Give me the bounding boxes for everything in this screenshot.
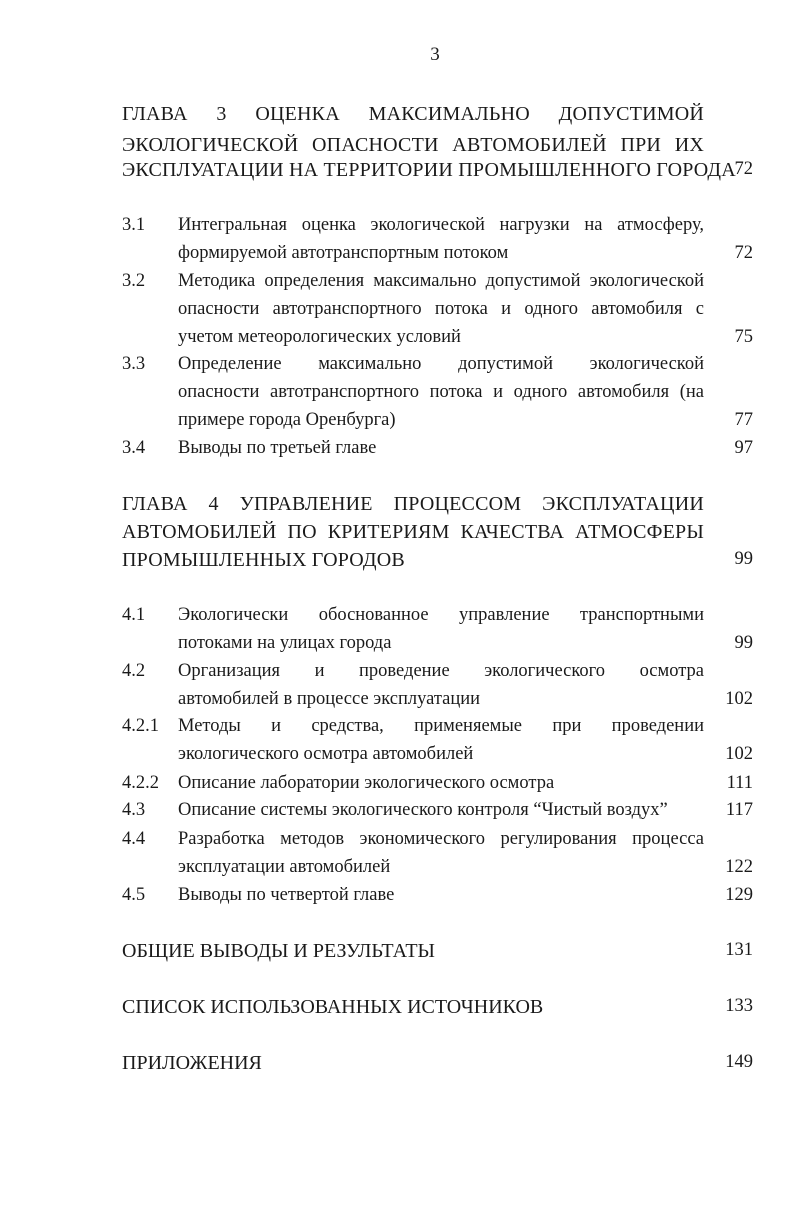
toc-entry-text: Описание системы экологического контроля “Чистый воздух” [178, 800, 668, 820]
toc-entry-number: 3.2 [122, 271, 146, 291]
toc-entry-page: 72 [734, 243, 753, 263]
toc-entry-number: 4.1 [122, 605, 146, 625]
chapter-3-title-line: ГЛАВА 3 ОЦЕНКА МАКСИМАЛЬНО ДОПУСТИМОЙ [122, 103, 704, 125]
toc-entry-text: Выводы по третьей главе [178, 438, 377, 458]
section-title: СПИСОК ИСПОЛЬЗОВАННЫХ ИСТОЧНИКОВ [122, 996, 544, 1018]
toc-entry-page: 117 [725, 800, 753, 820]
toc-entry-text: Выводы по четвертой главе [178, 885, 395, 905]
page-number: 3 [430, 44, 440, 65]
toc-entry-text: Определение максимально допустимой экологической [178, 354, 704, 374]
toc-entry-text: примере города Оренбурга) [178, 410, 396, 430]
toc-entry-text: Разработка методов экономического регулирования процесса [178, 829, 704, 849]
toc-entry-number: 4.3 [122, 800, 146, 820]
toc-entry-number: 4.2.1 [122, 716, 159, 736]
toc-entry-text: экологического осмотра автомобилей [178, 744, 474, 764]
section-page: 131 [725, 940, 753, 960]
toc-entry-text: опасности автотранспортного потока и одного автомобиля (на [178, 382, 704, 402]
section-page: 133 [725, 996, 753, 1016]
toc-entry-text: Организация и проведение экологического осмотра [178, 661, 704, 681]
toc-entry-page: 102 [725, 744, 753, 764]
toc-entry-text: Методика определения максимально допустимой экологической [178, 271, 704, 291]
toc-entry-number: 3.1 [122, 215, 146, 235]
toc-entry-page: 97 [734, 438, 753, 458]
section-page: 149 [725, 1052, 753, 1072]
toc-entry-page: 77 [734, 410, 753, 430]
toc-entry-text: эксплуатации автомобилей [178, 857, 391, 877]
toc-entry-page: 75 [734, 327, 753, 347]
toc-entry-text: потоками на улицах города [178, 633, 392, 653]
section-title: ПРИЛОЖЕНИЯ [122, 1052, 262, 1074]
chapter-3-page: 72 [734, 159, 753, 179]
toc-entry-page: 122 [725, 857, 753, 877]
toc-entry-page: 129 [725, 885, 753, 905]
chapter-3-title-line: ЭКОЛОГИЧЕСКОЙ ОПАСНОСТИ АВТОМОБИЛЕЙ ПРИ ИХ [122, 134, 704, 156]
toc-entry-number: 4.5 [122, 885, 146, 905]
toc-entry-page: 102 [725, 689, 753, 709]
toc-entry-text: Интегральная оценка экологической нагрузки на атмосферу, [178, 215, 704, 235]
chapter-4-title-line: АВТОМОБИЛЕЙ ПО КРИТЕРИЯМ КАЧЕСТВА АТМОСФЕРЫ [122, 521, 704, 543]
toc-entry-text: Описание лаборатории экологического осмотра [178, 773, 555, 793]
chapter-4-title-line: ПРОМЫШЛЕННЫХ ГОРОДОВ [122, 549, 405, 571]
toc-entry-number: 3.4 [122, 438, 146, 458]
section-title: ОБЩИЕ ВЫВОДЫ И РЕЗУЛЬТАТЫ [122, 940, 435, 962]
toc-entry-page: 111 [726, 773, 753, 793]
toc-entry-text: автомобилей в процессе эксплуатации [178, 689, 481, 709]
toc-entry-text: учетом метеорологических условий [178, 327, 461, 347]
chapter-4-page: 99 [734, 549, 753, 569]
toc-entry-page: 99 [734, 633, 753, 653]
toc-entry-text: формируемой автотранспортным потоком [178, 243, 509, 263]
toc-entry-text: Методы и средства, применяемые при проведении [178, 716, 704, 736]
toc-entry-text: Экологически обоснованное управление транспортными [178, 605, 704, 625]
toc-entry-text: опасности автотранспортного потока и одного автомобиля с [178, 299, 704, 319]
toc-entry-number: 3.3 [122, 354, 146, 374]
chapter-3-title-line: ЭКСПЛУАТАЦИИ НА ТЕРРИТОРИИ ПРОМЫШЛЕННОГО ГОРОДА [122, 159, 736, 181]
chapter-4-title-line: ГЛАВА 4 УПРАВЛЕНИЕ ПРОЦЕССОМ ЭКСПЛУАТАЦИИ [122, 493, 704, 515]
toc-entry-number: 4.2.2 [122, 773, 159, 793]
toc-entry-number: 4.2 [122, 661, 146, 681]
toc-entry-number: 4.4 [122, 829, 146, 849]
